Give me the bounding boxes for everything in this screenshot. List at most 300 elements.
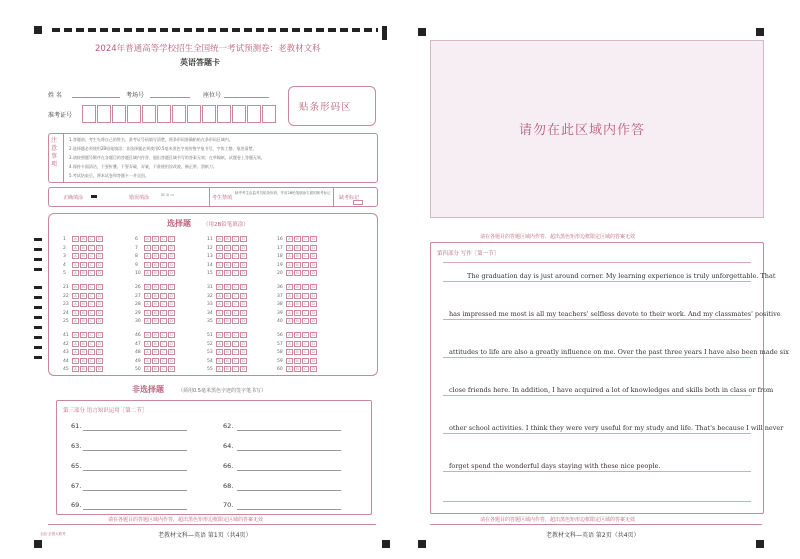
question-row — [63, 262, 104, 268]
answer-bubble[interactable]: B — [152, 253, 159, 259]
answer-bubble[interactable]: C — [232, 262, 239, 268]
answer-bubble[interactable]: D — [168, 341, 175, 347]
correct-fill-sample — [91, 195, 97, 198]
answer-bubble[interactable]: C — [88, 284, 95, 290]
question-row — [63, 293, 104, 299]
answer-bubble[interactable]: A — [72, 284, 79, 290]
answer-bubble[interactable]: C — [232, 310, 239, 316]
answer-bubble[interactable]: D — [168, 358, 175, 364]
answer-bubble[interactable]: B — [294, 332, 301, 338]
answer-bubble[interactable]: D — [310, 332, 317, 338]
answer-bubble[interactable]: B — [294, 284, 301, 290]
answer-bubble[interactable]: C — [88, 301, 95, 307]
answer-bubble[interactable]: A — [72, 270, 79, 276]
answer-bubble[interactable]: B — [152, 245, 159, 251]
answer-bubble[interactable]: C — [88, 332, 95, 338]
answer-bubble[interactable]: B — [80, 310, 87, 316]
answer-bubble[interactable]: D — [96, 301, 103, 307]
answer-bubble[interactable]: C — [88, 253, 95, 259]
answer-bubble[interactable]: B — [294, 358, 301, 364]
answer-bubble[interactable]: D — [96, 262, 103, 268]
answer-bubble[interactable]: A — [72, 341, 79, 347]
answer-bubble[interactable]: A — [72, 245, 79, 251]
answer-bubble[interactable]: D — [168, 270, 175, 276]
answer-bubble[interactable]: A — [216, 293, 223, 299]
answer-bubble[interactable]: A — [144, 253, 151, 259]
answer-bubble[interactable]: C — [88, 293, 95, 299]
answer-bubble[interactable]: A — [216, 310, 223, 316]
question-row — [63, 332, 104, 338]
answer-bubble[interactable]: A — [144, 245, 151, 251]
answer-bubble[interactable]: A — [216, 366, 223, 372]
answer-bubble[interactable]: D — [240, 366, 247, 372]
answer-bubble[interactable]: B — [152, 310, 159, 316]
answer-bubble[interactable]: C — [160, 270, 167, 276]
answer-bubble[interactable]: D — [310, 284, 317, 290]
question-row — [277, 301, 318, 307]
answer-bubble[interactable]: B — [152, 358, 159, 364]
answer-bubble[interactable]: B — [224, 341, 231, 347]
answer-bubble[interactable]: C — [232, 341, 239, 347]
answer-bubble[interactable]: B — [224, 358, 231, 364]
answer-bubble[interactable]: D — [240, 318, 247, 324]
answer-bubble[interactable]: C — [160, 341, 167, 347]
exam-room-field[interactable] — [150, 97, 190, 98]
answer-bubble[interactable]: B — [224, 301, 231, 307]
answer-bubble[interactable]: C — [232, 318, 239, 324]
answer-bubble[interactable]: C — [88, 358, 95, 364]
answer-bubble[interactable]: D — [240, 310, 247, 316]
answer-bubble[interactable]: B — [80, 293, 87, 299]
question-number: 17 — [277, 245, 283, 251]
answer-bubble[interactable]: C — [232, 332, 239, 338]
question-number: 23 — [63, 302, 69, 307]
answer-bubble[interactable]: A — [72, 236, 79, 242]
answer-bubble[interactable]: D — [168, 318, 175, 324]
answer-bubble[interactable]: B — [152, 318, 159, 324]
answer-bubble[interactable]: C — [232, 253, 239, 259]
name-label: 姓 名 — [48, 92, 62, 99]
answer-bubble[interactable]: C — [232, 245, 239, 251]
answer-bubble[interactable]: B — [294, 262, 301, 268]
answer-bubble[interactable]: B — [224, 262, 231, 268]
answer-bubble[interactable]: C — [160, 284, 167, 290]
writing-section[interactable] — [430, 242, 789, 514]
question-row — [277, 341, 318, 347]
answer-bubble[interactable]: D — [168, 236, 175, 242]
answer-bubble[interactable]: D — [168, 332, 175, 338]
answer-bubble[interactable]: D — [96, 341, 103, 347]
answer-bubble[interactable]: B — [80, 318, 87, 324]
answer-bubble[interactable]: A — [216, 270, 223, 276]
answer-bubble[interactable]: C — [302, 293, 309, 299]
question-row — [207, 366, 248, 372]
answer-bubble[interactable]: C — [160, 293, 167, 299]
question-number: 40 — [277, 319, 283, 324]
answer-bubble[interactable]: B — [294, 293, 301, 299]
answer-bubble[interactable]: A — [72, 253, 79, 259]
question-number: 49 — [135, 358, 141, 364]
answer-bubble[interactable]: C — [302, 332, 309, 338]
answer-bubble[interactable]: A — [72, 262, 79, 268]
answer-bubble[interactable]: A — [144, 318, 151, 324]
answer-line-65[interactable] — [83, 470, 187, 471]
answer-bubble[interactable]: A — [144, 270, 151, 276]
answer-bubble[interactable]: D — [240, 270, 247, 276]
answer-bubble[interactable]: A — [72, 293, 79, 299]
answer-bubble[interactable]: D — [310, 245, 317, 251]
question-number: 29 — [135, 310, 141, 316]
answer-bubble[interactable]: A — [286, 236, 293, 242]
question-row — [135, 358, 176, 364]
answer-bubble[interactable]: B — [224, 332, 231, 338]
question-number: 30 — [135, 319, 141, 324]
answer-bubble[interactable]: D — [168, 366, 175, 372]
answer-bubble[interactable]: C — [302, 270, 309, 276]
answer-line-67[interactable] — [83, 490, 187, 491]
answer-bubble[interactable]: A — [216, 262, 223, 268]
answer-bubble[interactable]: A — [286, 366, 293, 372]
answer-bubble[interactable]: B — [80, 332, 87, 338]
answer-bubble[interactable]: A — [286, 341, 293, 347]
answer-bubble[interactable]: A — [144, 366, 151, 372]
question-row — [207, 270, 248, 276]
answer-bubble[interactable]: B — [152, 341, 159, 347]
answer-bubble[interactable]: A — [216, 332, 223, 338]
answer-bubble[interactable]: C — [160, 366, 167, 372]
answer-bubble[interactable]: D — [168, 253, 175, 259]
timing-mark — [34, 248, 42, 251]
answer-bubble[interactable]: D — [310, 262, 317, 268]
answer-bubble[interactable]: C — [232, 236, 239, 242]
answer-line-64[interactable] — [237, 450, 341, 451]
answer-bubble[interactable]: C — [302, 284, 309, 290]
answer-bubble[interactable]: A — [144, 332, 151, 338]
answer-line-66[interactable] — [237, 470, 341, 471]
answer-bubble[interactable]: D — [168, 310, 175, 316]
answer-bubble[interactable]: C — [160, 245, 167, 251]
answer-bubble[interactable]: D — [310, 349, 317, 355]
answer-bubble[interactable]: B — [152, 284, 159, 290]
answer-bubble[interactable]: B — [224, 245, 231, 251]
answer-bubble[interactable]: C — [160, 318, 167, 324]
answer-bubble[interactable]: A — [144, 310, 151, 316]
answer-bubble[interactable]: A — [216, 253, 223, 259]
answer-bubble[interactable]: D — [310, 293, 317, 299]
answer-bubble[interactable]: A — [216, 341, 223, 347]
corner-mark — [382, 26, 387, 40]
answer-bubble[interactable]: D — [96, 245, 103, 251]
answer-bubble[interactable]: D — [168, 349, 175, 355]
answer-bubble[interactable]: D — [310, 253, 317, 259]
answer-bubble[interactable]: B — [294, 318, 301, 324]
answer-bubble[interactable]: C — [302, 310, 309, 316]
answer-bubble[interactable]: D — [96, 284, 103, 290]
answer-bubble[interactable]: D — [310, 236, 317, 242]
answer-bubble[interactable]: B — [224, 284, 231, 290]
answer-bubble[interactable]: B — [152, 293, 159, 299]
answer-bubble[interactable]: A — [144, 341, 151, 347]
answer-bubble[interactable]: D — [240, 245, 247, 251]
answer-bubble[interactable]: D — [96, 349, 103, 355]
timing-mark — [34, 238, 42, 241]
answer-bubble[interactable]: B — [224, 349, 231, 355]
answer-bubble[interactable]: C — [302, 245, 309, 251]
essay-line: has impressed me most is all my teachers' selfless devote to their work. And my classmates' positive — [449, 310, 781, 318]
answer-bubble[interactable]: A — [144, 236, 151, 242]
answer-bubble[interactable]: C — [88, 262, 95, 268]
answer-bubble[interactable]: B — [80, 301, 87, 307]
exam-title: 2024年普通高等学校招生全国统一考试预测卷：老教材文科 — [95, 44, 321, 54]
question-number: 1 — [63, 237, 66, 242]
answer-bubble[interactable]: D — [168, 293, 175, 299]
answer-line-61[interactable] — [83, 430, 187, 431]
answer-bubble[interactable]: B — [80, 262, 87, 268]
answer-bubble[interactable]: B — [224, 366, 231, 372]
answer-bubble[interactable]: B — [224, 310, 231, 316]
question-number: 18 — [277, 254, 283, 259]
answer-bubble[interactable]: B — [152, 332, 159, 338]
question-number: 60 — [277, 367, 283, 372]
answer-bubble[interactable]: B — [80, 236, 87, 242]
answer-bubble[interactable]: C — [232, 358, 239, 364]
answer-bubble[interactable]: D — [310, 341, 317, 347]
answer-bubble[interactable]: B — [80, 366, 87, 372]
answer-bubble[interactable]: D — [310, 301, 317, 307]
answer-bubble[interactable]: C — [160, 253, 167, 259]
answer-bubble[interactable]: B — [80, 284, 87, 290]
answer-bubble[interactable]: B — [152, 236, 159, 242]
answer-bubble[interactable]: A — [216, 318, 223, 324]
answer-bubble[interactable]: C — [88, 236, 95, 242]
answer-bubble[interactable]: D — [96, 358, 103, 364]
corner-mark — [418, 540, 426, 548]
answer-bubble[interactable]: C — [232, 284, 239, 290]
answer-bubble[interactable]: C — [88, 341, 95, 347]
answer-bubble[interactable]: B — [152, 366, 159, 372]
answer-bubble[interactable]: A — [286, 358, 293, 364]
answer-bubble[interactable]: D — [310, 310, 317, 316]
answer-bubble[interactable]: B — [80, 349, 87, 355]
answer-bubble[interactable]: B — [152, 270, 159, 276]
name-field[interactable] — [72, 97, 120, 98]
answer-bubble[interactable]: D — [240, 358, 247, 364]
answer-bubble[interactable]: C — [302, 236, 309, 242]
answer-bubble[interactable]: A — [144, 301, 151, 307]
seat-label: 座位号 — [203, 92, 222, 99]
answer-bubble[interactable]: C — [160, 236, 167, 242]
answer-line-69[interactable] — [83, 509, 187, 510]
question-number: 28 — [135, 302, 141, 307]
answer-bubble[interactable]: B — [224, 293, 231, 299]
answer-line-70[interactable] — [237, 509, 341, 510]
question-number: 57 — [277, 341, 283, 347]
answer-bubble[interactable]: C — [160, 332, 167, 338]
answer-bubble[interactable]: C — [232, 301, 239, 307]
admission-number-cells[interactable] — [82, 105, 277, 127]
answer-bubble[interactable]: A — [216, 284, 223, 290]
answer-bubble[interactable]: D — [168, 301, 175, 307]
answer-bubble[interactable]: B — [294, 310, 301, 316]
question-row — [135, 262, 176, 268]
answer-bubble[interactable]: B — [294, 366, 301, 372]
answer-bubble[interactable]: D — [240, 341, 247, 347]
answer-bubble[interactable]: C — [160, 310, 167, 316]
answer-bubble[interactable]: A — [216, 349, 223, 355]
answer-bubble[interactable]: A — [286, 332, 293, 338]
answer-bubble[interactable]: B — [152, 262, 159, 268]
answer-bubble[interactable]: A — [144, 262, 151, 268]
answer-bubble[interactable]: C — [232, 293, 239, 299]
answer-bubble[interactable]: C — [88, 349, 95, 355]
timing-mark — [34, 326, 42, 329]
answer-bubble[interactable]: A — [144, 284, 151, 290]
choice-hint: （用2B铅笔填涂） — [203, 222, 249, 228]
answer-bubble[interactable]: B — [224, 253, 231, 259]
answer-bubble[interactable]: C — [302, 253, 309, 259]
answer-bubble[interactable]: A — [144, 349, 151, 355]
answer-bubble[interactable]: A — [216, 301, 223, 307]
answer-bubble[interactable]: B — [294, 236, 301, 242]
answer-bubble[interactable]: B — [80, 358, 87, 364]
answer-bubble[interactable]: C — [302, 349, 309, 355]
answer-bubble[interactable]: C — [302, 301, 309, 307]
answer-bubble[interactable]: B — [294, 270, 301, 276]
answer-bubble[interactable]: D — [96, 293, 103, 299]
answer-bubble[interactable]: A — [216, 358, 223, 364]
answer-bubble[interactable]: C — [232, 349, 239, 355]
answer-bubble[interactable]: B — [294, 341, 301, 347]
answer-bubble[interactable]: D — [96, 270, 103, 276]
answer-bubble[interactable]: B — [224, 236, 231, 242]
answer-bubble[interactable]: B — [80, 270, 87, 276]
answer-bubble[interactable]: B — [294, 253, 301, 259]
answer-bubble[interactable]: D — [96, 366, 103, 372]
timing-mark — [34, 286, 42, 289]
answer-bubble[interactable]: D — [310, 366, 317, 372]
answer-bubble[interactable]: A — [216, 245, 223, 251]
answer-bubble[interactable]: A — [144, 293, 151, 299]
answer-bubble[interactable]: C — [232, 270, 239, 276]
answer-bubble[interactable]: D — [310, 318, 317, 324]
answer-bubble[interactable]: D — [240, 332, 247, 338]
corner-mark — [756, 28, 764, 36]
choice-title: 选择题 — [167, 219, 191, 228]
answer-bubble[interactable]: B — [80, 341, 87, 347]
answer-bubble[interactable]: D — [240, 236, 247, 242]
answer-bubble[interactable]: C — [160, 349, 167, 355]
question-row — [135, 245, 176, 251]
admission-label: 准考证号 — [48, 112, 73, 119]
answer-bubble[interactable]: D — [96, 253, 103, 259]
answer-bubble[interactable]: D — [240, 293, 247, 299]
answer-bubble[interactable]: C — [88, 270, 95, 276]
answer-bubble[interactable]: C — [160, 301, 167, 307]
answer-bubble[interactable]: A — [144, 358, 151, 364]
answer-bubble[interactable]: C — [232, 366, 239, 372]
answer-bubble[interactable]: A — [286, 262, 293, 268]
answer-bubble[interactable]: A — [72, 332, 79, 338]
answer-bubble[interactable]: D — [168, 262, 175, 268]
answer-bubble[interactable]: D — [240, 262, 247, 268]
answer-bubble[interactable]: A — [72, 366, 79, 372]
answer-bubble[interactable]: C — [88, 366, 95, 372]
answer-bubble[interactable]: D — [96, 318, 103, 324]
answer-bubble[interactable]: B — [80, 245, 87, 251]
answer-line-62[interactable] — [237, 430, 341, 431]
answer-bubble[interactable]: A — [286, 293, 293, 299]
answer-bubble[interactable]: A — [286, 284, 293, 290]
answer-bubble[interactable]: B — [294, 301, 301, 307]
answer-bubble[interactable]: A — [72, 349, 79, 355]
answer-bubble[interactable]: A — [216, 236, 223, 242]
answer-bubble[interactable]: B — [294, 245, 301, 251]
answer-bubble[interactable]: D — [96, 332, 103, 338]
answer-bubble[interactable]: C — [160, 358, 167, 364]
answer-bubble[interactable]: A — [286, 349, 293, 355]
answer-bubble[interactable]: D — [96, 236, 103, 242]
question-number: 3 — [63, 254, 66, 259]
answer-bubble[interactable]: A — [286, 245, 293, 251]
answer-bubble[interactable]: A — [286, 310, 293, 316]
answer-bubble[interactable]: C — [302, 358, 309, 364]
answer-bubble[interactable]: C — [160, 262, 167, 268]
answer-bubble[interactable]: D — [240, 253, 247, 259]
question-row — [63, 341, 104, 347]
answer-bubble[interactable]: C — [302, 262, 309, 268]
seat-field[interactable] — [224, 97, 269, 98]
question-row — [277, 349, 318, 355]
answer-bubble[interactable]: C — [302, 318, 309, 324]
answer-bubble[interactable]: B — [80, 253, 87, 259]
answer-bubble[interactable]: A — [286, 270, 293, 276]
answer-bubble[interactable]: B — [152, 301, 159, 307]
answer-line-68[interactable] — [237, 490, 341, 491]
answer-bubble[interactable]: A — [72, 358, 79, 364]
question-row — [63, 284, 104, 290]
answer-bubble[interactable]: D — [168, 245, 175, 251]
answer-bubble[interactable]: B — [224, 318, 231, 324]
answer-bubble[interactable]: D — [168, 284, 175, 290]
question-row — [63, 236, 104, 242]
answer-bubble[interactable]: C — [88, 318, 95, 324]
answer-bubble[interactable]: C — [302, 366, 309, 372]
answer-bubble[interactable]: D — [310, 270, 317, 276]
answer-bubble[interactable]: C — [88, 310, 95, 316]
answer-line-63[interactable] — [83, 450, 187, 451]
answer-bubble[interactable]: A — [72, 301, 79, 307]
answer-bubble[interactable]: A — [286, 253, 293, 259]
answer-bubble[interactable]: A — [286, 318, 293, 324]
answer-bubble[interactable]: D — [240, 284, 247, 290]
answer-bubble[interactable]: C — [88, 245, 95, 251]
question-number: 50 — [135, 367, 141, 372]
answer-bubble[interactable]: C — [302, 341, 309, 347]
answer-bubble[interactable]: D — [240, 301, 247, 307]
answer-bubble[interactable]: A — [286, 301, 293, 307]
nonchoice-hint: （须用0.5毫米黑色字迹的签字笔书写） — [178, 388, 266, 394]
answer-bubble[interactable]: B — [224, 270, 231, 276]
answer-bubble[interactable]: D — [310, 358, 317, 364]
answer-bubble[interactable]: A — [72, 310, 79, 316]
answer-bubble[interactable]: B — [294, 349, 301, 355]
answer-bubble[interactable]: D — [96, 310, 103, 316]
absent-mark-box[interactable] — [353, 200, 363, 205]
answer-bubble[interactable]: D — [240, 349, 247, 355]
answer-bubble[interactable]: A — [72, 318, 79, 324]
answer-bubble[interactable]: B — [152, 349, 159, 355]
question-number: 16 — [277, 237, 283, 242]
